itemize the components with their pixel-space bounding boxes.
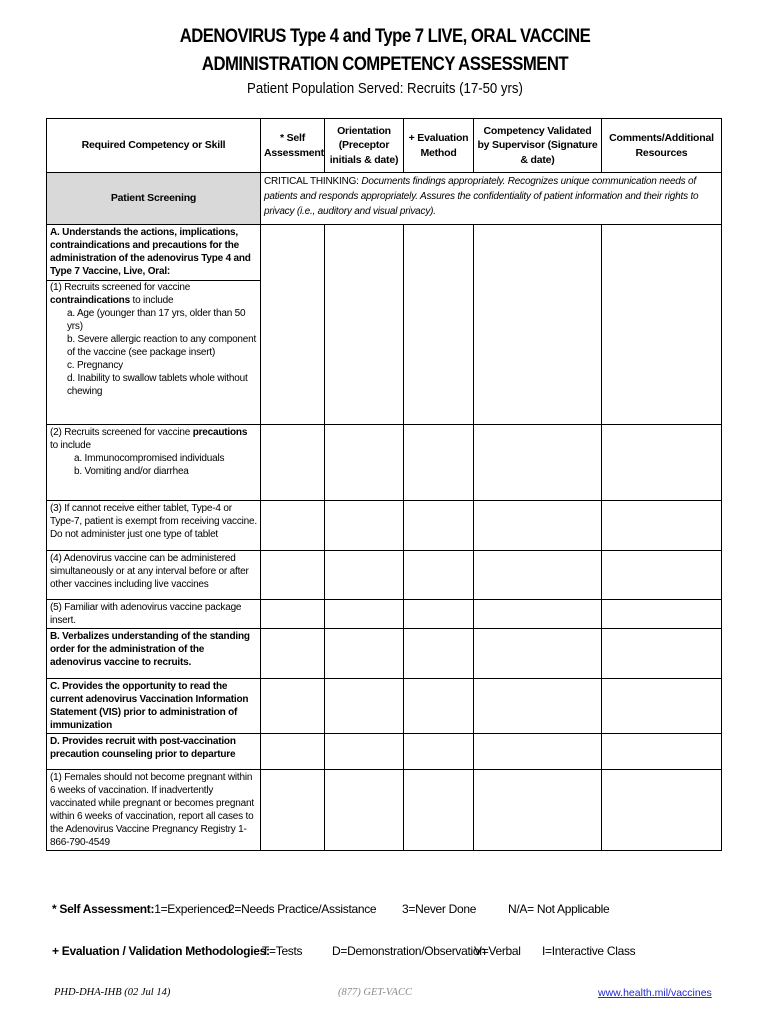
cell-empty[interactable]: [404, 425, 474, 501]
row-a-cell: [47, 225, 261, 425]
header-orientation: Orientation (Preceptor initials & date): [325, 119, 404, 173]
cell-empty[interactable]: [602, 425, 722, 501]
cell-empty[interactable]: [261, 225, 325, 425]
footer-website-link[interactable]: www.health.mil/vaccines: [598, 987, 712, 999]
cell-empty[interactable]: [325, 600, 404, 629]
table-row: [47, 770, 722, 851]
cell-empty[interactable]: [404, 629, 474, 679]
cell-empty[interactable]: [474, 734, 602, 770]
table-row: [47, 551, 722, 600]
cell-empty[interactable]: [404, 225, 474, 425]
cell-empty[interactable]: [602, 225, 722, 425]
critical-thinking-label: CRITICAL THINKING:: [264, 176, 362, 187]
cell-empty[interactable]: [325, 679, 404, 734]
cell-empty[interactable]: [602, 600, 722, 629]
cell-empty[interactable]: [261, 679, 325, 734]
cell-empty[interactable]: [404, 734, 474, 770]
table-row: [47, 425, 722, 501]
row-a3: (3) If cannot receive either tablet, Type-4 or Type-7, patient is exempt from receiving vaccine. Do not administer just one type of tablet: [47, 501, 261, 551]
cell-empty[interactable]: [325, 629, 404, 679]
row-c: C. Provides the opportunity to read the current adenovirus Vaccination Information Statement (VIS) prior to administration of immunization: [47, 679, 261, 734]
row-a4: (4) Adenovirus vaccine can be administered simultaneously or at any interval before or after other vaccines including live vaccines: [47, 551, 261, 600]
header-evaluation-method: + Evaluation Method: [404, 119, 474, 173]
table-row: [47, 225, 722, 425]
row-a1-prefix: (1) Recruits screened for vaccine: [50, 282, 191, 293]
table-row: [47, 600, 722, 629]
cell-empty[interactable]: [325, 551, 404, 600]
cell-empty[interactable]: [261, 770, 325, 851]
section-row: [47, 173, 722, 225]
row-a1-suffix: to include: [129, 295, 174, 306]
cell-empty[interactable]: [602, 551, 722, 600]
row-d1: (1) Females should not become pregnant within 6 weeks of vaccination. If inadvertently vaccinated while pregnant or becomes pregnant within 6 weeks of vaccination, report all cases to the Adenovirus Vaccine Pregnancy Registry 1-866-790-4549: [47, 770, 261, 851]
header-competency-validated: Competency Validated by Supervisor (Signature & date): [474, 119, 602, 173]
row-a2-b: b. Vomiting and/or diarrhea: [74, 466, 189, 477]
cell-empty[interactable]: [261, 551, 325, 600]
cell-empty[interactable]: [261, 501, 325, 551]
cell-empty[interactable]: [404, 501, 474, 551]
legend-self-label-text: * Self Assessment:: [52, 902, 155, 916]
row-b: B. Verbalizes understanding of the standing order for the administration of the adenovirus vaccine to recruits.: [47, 629, 261, 679]
cell-empty[interactable]: [261, 425, 325, 501]
cell-empty[interactable]: [325, 734, 404, 770]
cell-empty[interactable]: [474, 225, 602, 425]
cell-empty[interactable]: [404, 551, 474, 600]
row-a5: (5) Familiar with adenovirus vaccine package insert.: [47, 600, 261, 629]
cell-empty[interactable]: [261, 734, 325, 770]
cell-empty[interactable]: [404, 679, 474, 734]
cell-empty[interactable]: [261, 629, 325, 679]
table-row: [47, 629, 722, 679]
legend-self-na: N/A= Not Applicable: [508, 902, 610, 916]
cell-empty[interactable]: [261, 600, 325, 629]
row-a1-b: b. Severe allergic reaction to any component of the vaccine (see package insert): [67, 334, 257, 358]
legend-eval-label: + Evaluation / Validation Methodologies:: [52, 944, 270, 958]
legend-self-label: [52, 902, 231, 916]
document-title-line1: ADENOVIRUS Type 4 and Type 7 LIVE, ORAL VACCINE: [179, 26, 591, 47]
cell-empty[interactable]: [325, 501, 404, 551]
cell-empty[interactable]: [474, 551, 602, 600]
row-a2: [50, 426, 257, 452]
row-a2-a: a. Immunocompromised individuals: [74, 453, 225, 464]
legend-self-2: 2=Needs Practice/Assistance: [228, 902, 377, 916]
competency-table: [46, 118, 722, 851]
header-skill: Required Competency or Skill: [47, 119, 261, 173]
document-subtitle: Patient Population Served: Recruits (17-50 yrs): [247, 80, 523, 97]
row-a-title: A. Understands the actions, implications, contraindications and precautions for the administration of the adenovirus Type 4 and Type 7 Vaccine, Live, Oral:: [47, 225, 260, 281]
row-a1-bold: contraindications: [50, 295, 130, 306]
cell-empty[interactable]: [602, 679, 722, 734]
table-row: [47, 734, 722, 770]
legend-eval-i: I=Interactive Class: [542, 944, 636, 958]
cell-empty[interactable]: [474, 501, 602, 551]
cell-empty[interactable]: [325, 770, 404, 851]
cell-empty[interactable]: [404, 600, 474, 629]
table-row: [47, 501, 722, 551]
header-comments: Comments/Additional Resources: [602, 119, 722, 173]
section-patient-screening: Patient Screening: [47, 173, 261, 225]
document-title-line2: ADMINISTRATION COMPETENCY ASSESSMENT: [201, 54, 569, 75]
row-a2-cell: [47, 425, 261, 501]
cell-empty[interactable]: [602, 770, 722, 851]
cell-empty[interactable]: [602, 629, 722, 679]
row-a1-a: a. Age (younger than 17 yrs, older than 50 yrs): [67, 308, 246, 332]
row-d: D. Provides recruit with post-vaccination precaution counseling prior to departure: [47, 734, 261, 770]
legend-eval-d: D=Demonstration/Observation: [332, 944, 486, 958]
critical-thinking-text: Documents findings appropriately. Recognizes unique communication needs of patients and responds appropriately. Assures the confidentiality of patient information and their rights to privacy (i.e., auditory and visual privacy).: [264, 176, 699, 217]
cell-empty[interactable]: [325, 425, 404, 501]
critical-thinking-cell: [261, 173, 722, 225]
cell-empty[interactable]: [474, 770, 602, 851]
header-self-assessment: * Self Assessment: [261, 119, 325, 173]
row-a1-d: d. Inability to swallow tablets whole without chewing: [67, 373, 248, 397]
legend-eval-t: T=Tests: [262, 944, 303, 958]
cell-empty[interactable]: [474, 600, 602, 629]
cell-empty[interactable]: [474, 679, 602, 734]
cell-empty[interactable]: [474, 425, 602, 501]
cell-empty[interactable]: [325, 225, 404, 425]
table-header-row: [47, 119, 722, 173]
row-a2-suffix: to include: [50, 440, 91, 451]
legend-eval-v: V=Verbal: [474, 944, 521, 958]
row-a1-c: c. Pregnancy: [67, 360, 123, 371]
table-row: [47, 679, 722, 734]
cell-empty[interactable]: [602, 501, 722, 551]
row-a2-prefix: (2) Recruits screened for vaccine: [50, 427, 193, 438]
footer-phone: (877) GET-VACC: [338, 987, 412, 998]
cell-empty[interactable]: [602, 734, 722, 770]
cell-empty[interactable]: [474, 629, 602, 679]
row-a2-bold: precautions: [192, 427, 248, 438]
legend-self-1: 1=Experienced: [154, 902, 231, 916]
row-a1: [47, 281, 260, 307]
legend-self-3: 3=Never Done: [402, 902, 477, 916]
footer-doc-id: PHD-DHA-IHB (02 Jul 14): [54, 987, 171, 998]
cell-empty[interactable]: [404, 770, 474, 851]
